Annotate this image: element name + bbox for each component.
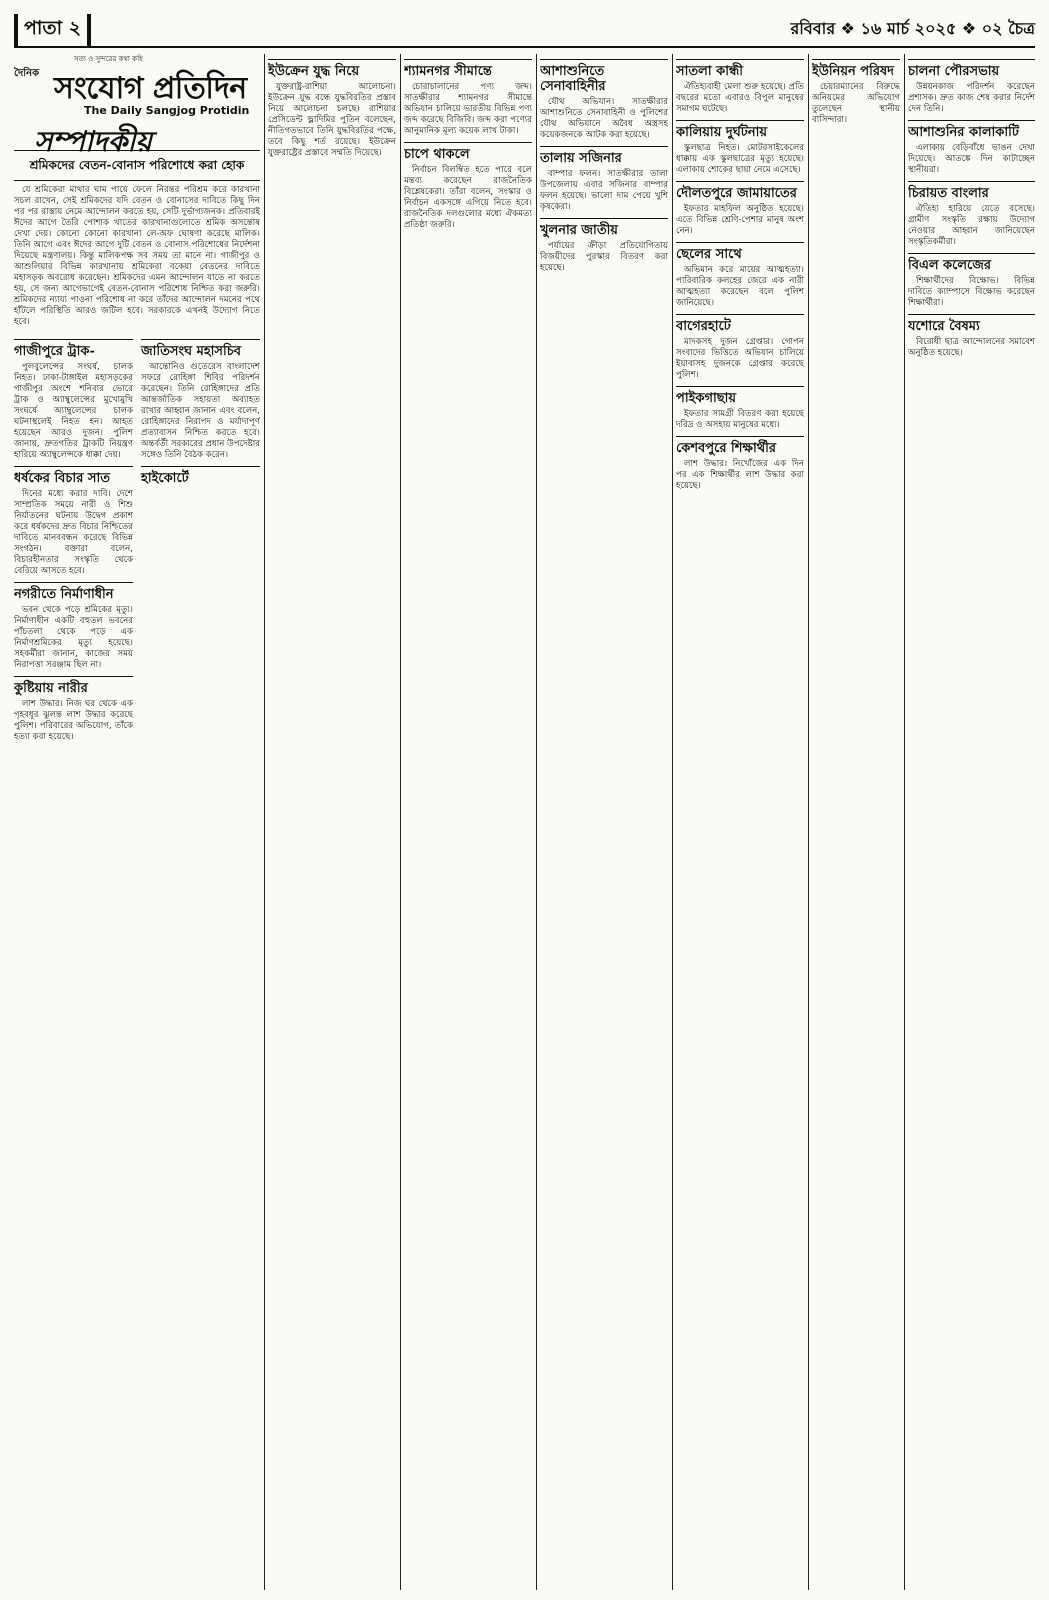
headline-jashore: যশোরে বৈষম্য <box>908 314 1035 334</box>
story-ashashuni2: এলাকায় বেড়িবাঁধে ভাঙন দেখা দিয়েছে। আতঙ্কে দিন কাটাচ্ছেন স্থানীয়রা। <box>908 143 1035 175</box>
headline-bagerhat: বাগেরহাটে <box>676 314 804 334</box>
story-jashore: বিরোধী ছাত্র আন্দোলনের সমাবেশ অনুষ্ঠিত হয়েছে। <box>908 337 1035 358</box>
headline-daulatpur: দৌলতপুরে জামায়াতের <box>676 181 804 201</box>
column-2 <box>268 54 396 1590</box>
column-4 <box>540 54 668 1590</box>
masthead <box>14 54 260 158</box>
story-chheler: অভিমান করে মায়ের আত্মহত্যা। পারিবারিক কলহের জেরে এক নারী আত্মহত্যা করেছেন বলে পুলিশ জানিয়েছে। <box>676 265 804 308</box>
story-sena: যৌথ অভিযান। সাতক্ষীরার আশাশুনিতে সেনাবাহিনী ও পুলিশের যৌথ অভিযানে অবৈধ অস্ত্রসহ কয়েকজনকে আটক করা হয়েছে। <box>540 97 668 140</box>
story-bagerhat: মাদকসহ দুজন গ্রেপ্তার। গোপন সংবাদের ভিত্তিতে অভিযান চালিয়ে ইয়াবাসহ দুজনকে গ্রেপ্তার করেছে পুলিশ। <box>676 337 804 380</box>
column-6 <box>812 54 900 1590</box>
story-ukraine: যুক্তরাষ্ট্র-রাশিয়া আলোচনা। ইউক্রেন যুদ্ধ বন্ধে যুদ্ধবিরতির প্রস্তাব নিয়ে আলোচনা চলছে। রাশিয়ার প্রেসিডেন্ট ভ্লাদিমির পুতিন বলেছেন, নীতিগতভাবে তিনি যুদ্ধবিরতির পক্ষে, তবে কিছু শর্ত রয়েছে। ইউক্রেন যুক্তরাষ্ট্রের প্রস্তাবে সম্মতি দিয়েছে। <box>268 82 396 158</box>
headline-dharshak: ধর্ষকের বিচার সাত <box>14 466 133 486</box>
headline-talay: তালায় সজিনার <box>540 146 668 166</box>
headline-chalna: চালনা পৌরসভায় <box>908 59 1035 79</box>
editorial-headline: শ্রমিকদের বেতন-বোনাস পরিশোধে করা হোক <box>14 157 260 181</box>
headline-ashashuni2: আশাশুনির কালাকাটি <box>908 120 1035 140</box>
story-talay: বাম্পার ফলন। সাতক্ষীরার তালা উপজেলায় এবার সজিনার বাম্পার ফলন হয়েছে। ভালো দাম পেয়ে খুশি কৃষকেরা। <box>540 169 668 212</box>
story-khulna: পর্যায়ের ক্রীড়া প্রতিযোগিতায় বিজয়ীদের পুরস্কার বিতরণ করা হয়েছে। <box>540 241 668 273</box>
editorial-body: যে শ্রমিকেরা মাথার ঘাম পায়ে ফেলে নিরন্তর পরিশ্রম করে কারখানা সচল রাখেন, সেই শ্রমিকদের যদি বেতন ও বোনাসের দাবিতে কিছু দিন পর পর রাস্তায় নেমে আন্দোলন করতে হয়, সেটি দুর্ভাগ্যজনক। প্রতিবারই ঈদের আগে তৈরি পোশাক খাতের কারখানাগুলোতে শ্রমিক অসন্তোষ দেখা দেয়। কোনো কোনো কারখানা লে-অফ ঘোষণা করেছে মালিক। তিনি আগে এবং ঈদের আগে দুটি বেতন ও বোনাস পরিশোধের নির্দেশনা দিয়েছে মন্ত্রণালয়। কিন্তু মালিকপক্ষ সব সময় তা মানে না। গাজীপুর ও আশুলিয়ার বিভিন্ন কারখানায় শ্রমিকেরা বকেয়া বেতনের দাবিতে মহাসড়ক অবরোধ করেছেন। শ্রমিকদের এমন আন্দোলন যাতে না করতে হয়, সে জন্য আগেভাগেই বেতন-বোনাস পরিশোধ নিশ্চিত করা জরুরি। শ্রমিকদের ন্যায্য পাওনা পরিশোধ না করে তাঁদের আন্দোলন দমনের পথে হাঁটলে পরিস্থিতি আরও জটিল হবে। সরকারকে এখনই উদ্যোগ নিতে হবে। <box>14 185 260 327</box>
headline-jatiyo: জাতিসংঘ মহাসচিব <box>141 339 260 359</box>
headline-ukraine: ইউক্রেন যুদ্ধ নিয়ে <box>268 59 396 79</box>
story-dharshak: দিনের মধ্যে করার দাবি। দেশে সাম্প্রতিক সময়ে নারী ও শিশু নির্যাতনের ঘটনায় উদ্বেগ প্রকাশ করে ধর্ষকদের দ্রুত বিচার নিশ্চিতের দাবিতে মানববন্ধন করেছে বিভিন্ন সংগঠন। বক্তারা বলেন, বিচারহীনতার সংস্কৃতি থেকে বেরিয়ে আসতে হবে। <box>14 489 133 576</box>
page-number: পাতা ২ <box>14 14 91 46</box>
headline-kushtia: কুষ্টিয়ায় নারীর <box>14 676 133 696</box>
story-paikgachha: ইফতার সামগ্রী বিতরণ করা হয়েছে দরিদ্র ও অসহায় মানুষের মধ্যে। <box>676 409 804 430</box>
story-gazipur: পুলবুলেন্সের সংঘর্ষ, চালক নিহত। ঢাকা-টাঙ্গাইল মহাসড়কের গাজীপুর অংশে শনিবার ভোরে ট্রাক ও অ্যাম্বুলেন্সের মুখোমুখি সংঘর্ষে অ্যাম্বুলেন্সের চালক ঘটনাস্থলেই নিহত হন। আহত হয়েছেন আরও দুজন। পুলিশ জানায়, দ্রুতগতির ট্রাকটি নিয়ন্ত্রণ হারিয়ে অ্যাম্বুলেন্সকে ধাক্কা দেয়। <box>14 362 133 460</box>
story-shyamnagar: চোরাচালানের পণ্য জব্দ। সাতক্ষীরার শ্যামনগর সীমান্তে অভিযান চালিয়ে ভারতীয় বিভিন্ন পণ্য জব্দ করেছে বিজিবি। জব্দ করা পণ্যের আনুমানিক মূল্য কয়েক লাখ টাকা। <box>404 82 532 136</box>
masthead-title: সংযোগ প্রতিদিন <box>54 71 247 106</box>
headline-union: ইউনিয়ন পরিষদ <box>812 59 900 79</box>
story-college: শিক্ষার্থীদের বিক্ষোভ। বিভিন্ন দাবিতে ক্যাম্পাসে বিক্ষোভ করেছেন শিক্ষার্থীরা। <box>908 276 1035 308</box>
column-3 <box>404 54 532 1590</box>
headline-khulna: খুলনার জাতীয় <box>540 218 668 238</box>
column-7 <box>908 54 1035 1590</box>
story-chirayata: ঐতিহ্য হারিয়ে যেতে বসেছে। গ্রামীণ সংস্কৃতি রক্ষায় উদ্যোগ নেওয়ার আহ্বান জানিয়েছেন সংস্কৃতিকর্মীরা। <box>908 204 1035 247</box>
story-union: চেয়ারম্যানের বিরুদ্ধে অনিয়মের অভিযোগ তুলেছেন স্থানীয় বাসিন্দারা। <box>812 82 900 125</box>
story-kalia: স্কুলছাত্র নিহত। মোটরসাইকেলের ধাক্কায় এক স্কুলছাত্রের মৃত্যু হয়েছে। এলাকায় শোকের ছায়া নেমে এসেছে। <box>676 143 804 175</box>
masthead-tagline: সত্য ও সুন্দরের কথা কহি <box>74 55 143 63</box>
story-jatiyo: আন্তোনিও গুতেরেস বাংলাদেশ সফরে রোহিঙ্গা শিবির পরিদর্শন করেছেন। তিনি রোহিঙ্গাদের প্রতি আন্তর্জাতিক সহায়তা অব্যাহত রাখার আহ্বান জানান এবং বলেন, রোহিঙ্গাদের নিরাপদ ও মর্যাদাপূর্ণ প্রত্যাবাসন নিশ্চিত করতে হবে। অন্তর্বর্তী সরকারের প্রধান উপদেষ্টার সঙ্গেও তিনি বৈঠক করেন। <box>141 362 260 460</box>
dateline: রবিবার ❖ ১৬ মার্চ ২০২৫ ❖ ০২ চৈত্র <box>790 19 1035 38</box>
page-header <box>14 10 1035 48</box>
section-title: সম্পাদকীয় <box>34 125 152 158</box>
headline-shyamnagar: শ্যামনগর সীমান্তে <box>404 59 532 79</box>
newspaper-page <box>14 10 1035 1590</box>
headline-keshabpur: কেশবপুরে শিক্ষার্থীর <box>676 436 804 456</box>
story-satla: ঐতিহ্যবাহী মেলা শুরু হয়েছে। প্রতি বছরের মতো এবারও বিপুল মানুষের সমাগম ঘটেছে। <box>676 82 804 114</box>
story-nagari: ভবন থেকে পড়ে শ্রমিকের মৃত্যু। নির্মাণাধীন একটি বহুতল ভবনের পাঁচতলা থেকে পড়ে এক নির্মাণশ্রমিকের মৃত্যু হয়েছে। সহকর্মীরা জানান, কাজের সময় নিরাপত্তা সরঞ্জাম ছিল না। <box>14 605 133 670</box>
headline-paikgachha: পাইকগাছায় <box>676 386 804 406</box>
story-chape: নির্বাচন বিলম্বিত হতে পারে বলে মন্তব্য করেছেন রাজনৈতিক বিশ্লেষকেরা। তাঁরা বলেন, সংস্কার ও নির্বাচন একসঙ্গে এগিয়ে নিতে হবে। রাজনৈতিক দলগুলোর মধ্যে ঐকমত্য প্রতিষ্ঠা জরুরি। <box>404 165 532 230</box>
headline-satla: সাতলা কান্ধী <box>676 59 804 79</box>
column-1 <box>14 54 260 1590</box>
headline-chirayata: চিরায়ত বাংলার <box>908 181 1035 201</box>
masthead-daily: দৈনিক <box>14 68 40 79</box>
headline-highcourt: হাইকোর্টে <box>141 466 260 486</box>
story-daulatpur: ইফতার মাহফিল অনুষ্ঠিত হয়েছে। এতে বিভিন্ন শ্রেণি-পেশার মানুষ অংশ নেন। <box>676 204 804 236</box>
headline-kalia: কালিয়ায় দুর্ঘটনায় <box>676 120 804 140</box>
headline-nagari: নগরীতে নির্মাণাধীন <box>14 582 133 602</box>
headline-gazipur: গাজীপুরে ট্রাক- <box>14 339 133 359</box>
column-5 <box>676 54 804 1590</box>
headline-chheler: ছেলের সাথে <box>676 242 804 262</box>
story-keshabpur: লাশ উদ্ধার। নিখোঁজের এক দিন পর এক শিক্ষার্থীর লাশ উদ্ধার করা হয়েছে। <box>676 459 804 491</box>
story-kushtia: লাশ উদ্ধার। নিজ ঘর থেকে এক গৃহবধূর ঝুলন্ত লাশ উদ্ধার করেছে পুলিশ। পরিবারের অভিযোগ, তাঁকে হত্যা করা হয়েছে। <box>14 699 133 742</box>
headline-chape: চাপে থাকলে <box>404 142 532 162</box>
headline-college: বিএল কলেজের <box>908 253 1035 273</box>
masthead-english: The Daily Sangjog Protidin <box>84 104 250 117</box>
story-chalna: উন্নয়নকাজ পরিদর্শন করেছেন প্রশাসক। দ্রুত কাজ শেষ করার নির্দেশ দেন তিনি। <box>908 82 1035 114</box>
headline-sena: আশাশুনিতে সেনাবাহিনীর <box>540 59 668 94</box>
